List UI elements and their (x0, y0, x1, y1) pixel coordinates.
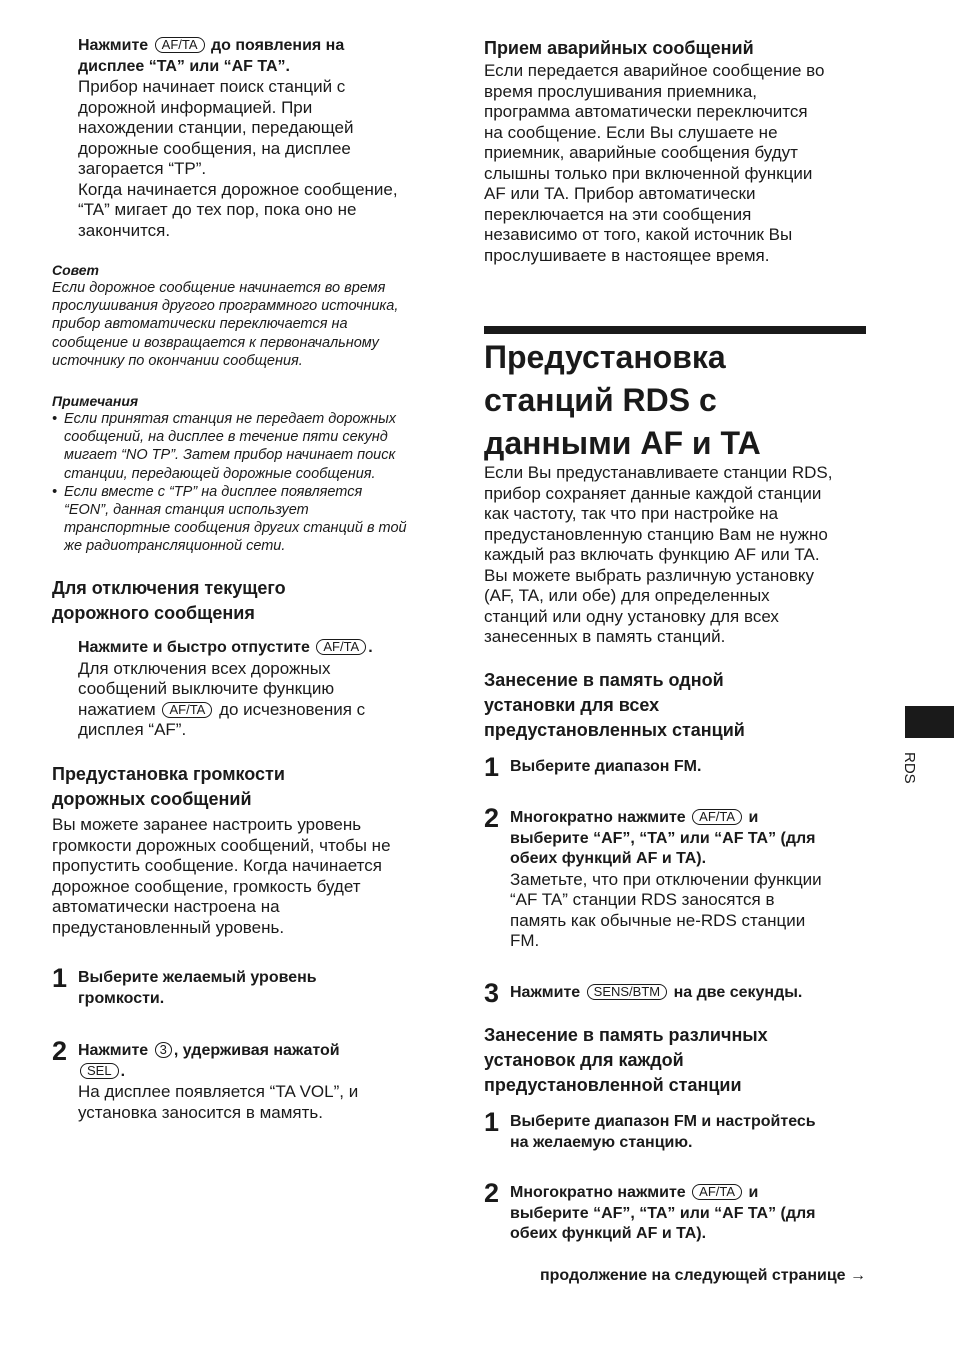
step-number: 1 (484, 1107, 500, 1137)
step-number: 2 (484, 803, 500, 833)
cancel-instruction: Нажмите и быстро отпустите AF/TA . (78, 639, 373, 656)
section-title: Предустановка станций RDS с данными AF и TA (484, 339, 761, 461)
one-setting-step-1: 1 Выберите диапазон FM. (484, 752, 702, 782)
cancel-step (52, 638, 437, 741)
af-ta-key: AF/TA (162, 702, 212, 718)
intro-step (52, 36, 437, 241)
note-item: • Если вместе с “TP” на дисплее появляется “EON”, данная станция использует транспортные сообщения других станций в той же радиотрансляционной сети. (52, 483, 407, 555)
each-setting-step-2: 2 Многократно нажмите AF/TA и выберите “AF”, “TA” или “AF TA” (для обеих функций AF и TA). (484, 1178, 816, 1242)
volume-body: Вы можете заранее настроить уровень громкости дорожных сообщений, чтобы не пропустить сообщение. Когда начинается дорожное сообщение, громкость будет автоматически настроена на предустановленный уровень. (52, 815, 391, 937)
one-setting-step-2: 2 Многократно нажмите AF/TA и выберите “AF”, “TA” или “AF TA” (для обеих функций AF и TA). Заметьте, что при отключении функции “AF TA” станции RDS заносятся в память как обычные не-RDS станции FM. (484, 803, 822, 950)
section-rule (484, 326, 866, 334)
one-setting-step-3: 3 Нажмите SENS/BTM на две секунды. (484, 978, 803, 1008)
emergency-body: Если передается аварийное сообщение во время прослушивания приемника, программа автоматически переключится на сообщение. Если Вы слушаете не приемник, аварийные сообщения будут слышны только при включенной функции AF или TA. Прибор автоматически переключается на эти сообщения независимо от того, какой источник Вы прослушиваете в настоящее время. (484, 61, 825, 265)
intro-step-body: Прибор начинает поиск станций с дорожной информацией. При нахождении станции, передающей дорожные сообщения, на дисплее загорается “TP”. Когда начинается дорожное сообщение, “TA” мигает до тех пор, пока оно не закончится. (78, 77, 398, 240)
volume-step-1: 1 Выберите желаемый уровень громкости. (52, 963, 317, 1007)
emergency-heading: Прием аварийных сообщений (484, 38, 754, 58)
one-setting-heading: Занесение в память одной установки для всех предустановленных станций (484, 670, 745, 740)
af-ta-key: AF/TA (316, 639, 366, 655)
each-setting-step-1: 1 Выберите диапазон FM и настройтесь на желаемую станцию. (484, 1107, 816, 1151)
step-number: 2 (484, 1178, 500, 1208)
notes-block (52, 392, 437, 556)
continued-note: продолжение на следующей странице → (539, 1267, 866, 1284)
af-ta-key: AF/TA (155, 37, 205, 53)
emergency-section (484, 36, 866, 266)
intro-step-instruction: Нажмите AF/TA до появления на дисплее “TA” или “AF TA”. (78, 37, 345, 75)
af-ta-key: AF/TA (692, 809, 742, 825)
cancel-heading: Для отключения текущего дорожного сообщения (52, 578, 286, 623)
tip-text: Если дорожное сообщение начинается во время прослушивания другого программного источника, прибор автоматически переключается на сообщение и возвращается к первоначальному источнику по окончании сообщения. (52, 280, 399, 369)
tip-block (52, 261, 437, 370)
step-number: 3 (484, 978, 500, 1008)
tip-heading: Совет (52, 262, 100, 278)
step-number: 1 (484, 752, 500, 782)
side-tab-label: RDS (901, 752, 918, 784)
sens-btm-key: SENS/BTM (587, 984, 667, 1000)
preset-3-key: 3 (155, 1042, 172, 1058)
af-ta-key: AF/TA (692, 1184, 742, 1200)
note-item: • Если принятая станция не передает дорожных сообщений, на дисплее в течение пяти секунд мигает “NO TP”. Затем прибор начинает поиск станции, передающей дорожные сообщения. (52, 411, 397, 482)
sel-key: SEL (80, 1063, 119, 1079)
each-setting-heading: Занесение в память различных установок для каждой предустановленной станции (484, 1025, 768, 1095)
step-number: 1 (52, 963, 68, 993)
section-tab (905, 706, 954, 738)
step-number: 2 (52, 1036, 68, 1066)
volume-step-2: 2 Нажмите 3 , удерживая нажатой SEL . На дисплее появляется “TA VOL”, и установка заносится в мамять. (52, 1036, 359, 1122)
cancel-body: Для отключения всех дорожных сообщений выключите функцию нажатием AF/TA до исчезновения с дисплея “AF”. (78, 658, 366, 739)
section-intro: Если Вы предустанавливаете станции RDS, прибор сохраняет данные каждой станции как частоту, так что при настройке на предустановленную станцию Вам не нужно каждый раз включать функцию AF или TA. Вы можете выбрать различную установку (AF, TA, или обе) для определенных станций или одну установку для всех занесенных в память станций. (484, 463, 833, 646)
notes-heading: Примечания (52, 393, 139, 409)
volume-heading: Предустановка громкости дорожных сообщений (52, 764, 285, 809)
